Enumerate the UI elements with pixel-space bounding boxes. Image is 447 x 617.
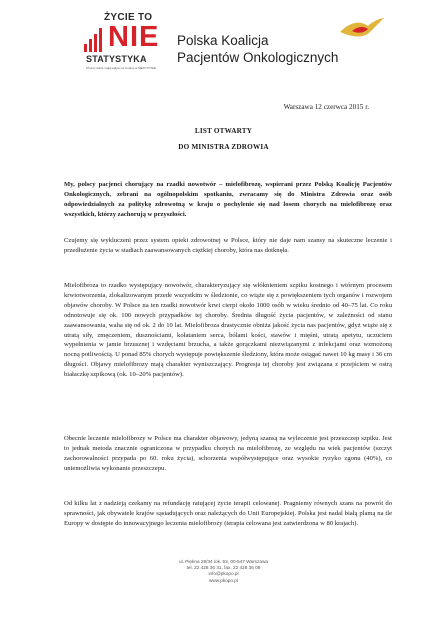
footer-email: info@pkopo.pl [208,571,239,577]
paragraph-exclusion: Czujemy się wykluczeni przez system opieki zdrowotnej w Polsce, który nie daje nam szansy na skuteczne leczenie i przedłużenie życia w stadiach zaawansowanych ciężkiej choroby, która nas dotknęła. [64,237,392,254]
footer-phone: tel. 22 428 36 31, fax. 22 428 36 08 [186,565,261,571]
intro-paragraph: My, polscy pacjenci chorujący na rzadki nowotwór – mielofibrozę, wspierani przez Polską Koalicję Pacjentów Onkologicznych, zebrani na ogólnopolskim spotkaniu, zwracamy się do Ministra Zdrowia oraz osób odpowiedzialnych za politykę zdrowotną w kraju o pochylenie się nad losem chorych na mielofibrozę oraz wszystkich, którzy zachorują w przyszłości. [64,181,392,218]
letter-date: Warszawa 12 czerwca 2015 r. [283,103,369,111]
logo-middle-text: NIE [108,21,160,53]
organization-name [177,32,338,66]
paragraph-appeal: Od kilku lat z nadzieją czekamy na refundację ratującej życie terapii celowanej. Pragniemy równych szans na powrót do sprawności, jak obywatele krajów sąsiadujących oraz należących do Unii Europejskiej. Polska jest nadal białą plamą na tle Europy w dostępie do innowacyjnego leczenia mielofibrozy (terapia celowana jest zatwierdzona w 80 krajach). [64,500,392,527]
footer-contact [0,559,447,584]
org-name-line2: Pacjentów Onkologicznych [177,50,339,65]
bird-icon [338,16,386,42]
footer-address: ul. Piękna 28/34 lok. 53, 00-547 Warszawa [179,559,268,564]
footer-website: www.pkopo.pl [209,577,238,583]
logo-bottom-text: STATYSTYKA [86,54,147,64]
letter-addressee: DO MINISTRA ZDROWIA [178,143,269,151]
logo-tagline: Chorzy także mają wpływ na zmiany w MEDYCYNIE [86,66,157,70]
paragraph-treatment: Obecnie leczenie mielofibrozy w Polsce ma charakter objawowy, jedyną szansą na wyleczenie jest przeszczep szpiku. Jest to jednak metoda znacznie ograniczona w przypadku chorych na mielofibrozę, ze względu na wiek pacjentów (szczyt zachorowalności przypada po 60. roku życia), schorzenia współwystępujące oraz wysokie ryzyko zgonu (40%), co uniemożliwia wykonanie przeszczepu. [64,435,392,472]
org-name-line1: Polska Koalicja [177,33,269,48]
bar-chart-icon [84,28,106,52]
campaign-logo [84,12,164,76]
paragraph-disease-description: Mielofibroza to rzadko występujący nowotwór, charakteryzujący się włóknieniem szpiku kostnego i wtórnym procesem krwiotworzenia, zlokalizowanym przede wszystkim w śledzionie, co wiąże się z powiększeniem tych organów i rozwojem objawów choroby. W Polsce na ten rzadki nowotwór krwi cierpi około 1000 osób w wieku średnio od 40–75 lat. Co roku odnotowuje się ok. 100 nowych przypadków tej choroby. Średnia długość życia pacjentów, w zależności od stanu zaawansowania, waha się od ok. 2 do 10 lat. Mielofibroza drastycznie obniża jakość życia nas pacjentów, gdyż wiąże się z utratą siły, zmęczeniem, dusznościami, kołataniem serca, bólami kości, stawów i mięśni, utratą apetytu, uczuciem wypełnienia w jamie brzusznej i wzdęciami brzucha, a także gorączkami niezwiązanymi z infekcjami oraz wzmożoną nocną potliwością. U ponad 85% chorych występuje powiększenie śledziony, która może osiągać nawet 10 kg masy i 36 cm długości. Objawy mielofibrozy mają charakter wyniszczający. Progresja tej choroby jest związana z przejściem w ostrą białaczkę szpikową (ok. 10–20% pacjentów). [64,282,392,379]
logo-top-text: ŻYCIE TO [104,12,153,23]
letter-title: LIST OTWARTY [194,127,253,135]
